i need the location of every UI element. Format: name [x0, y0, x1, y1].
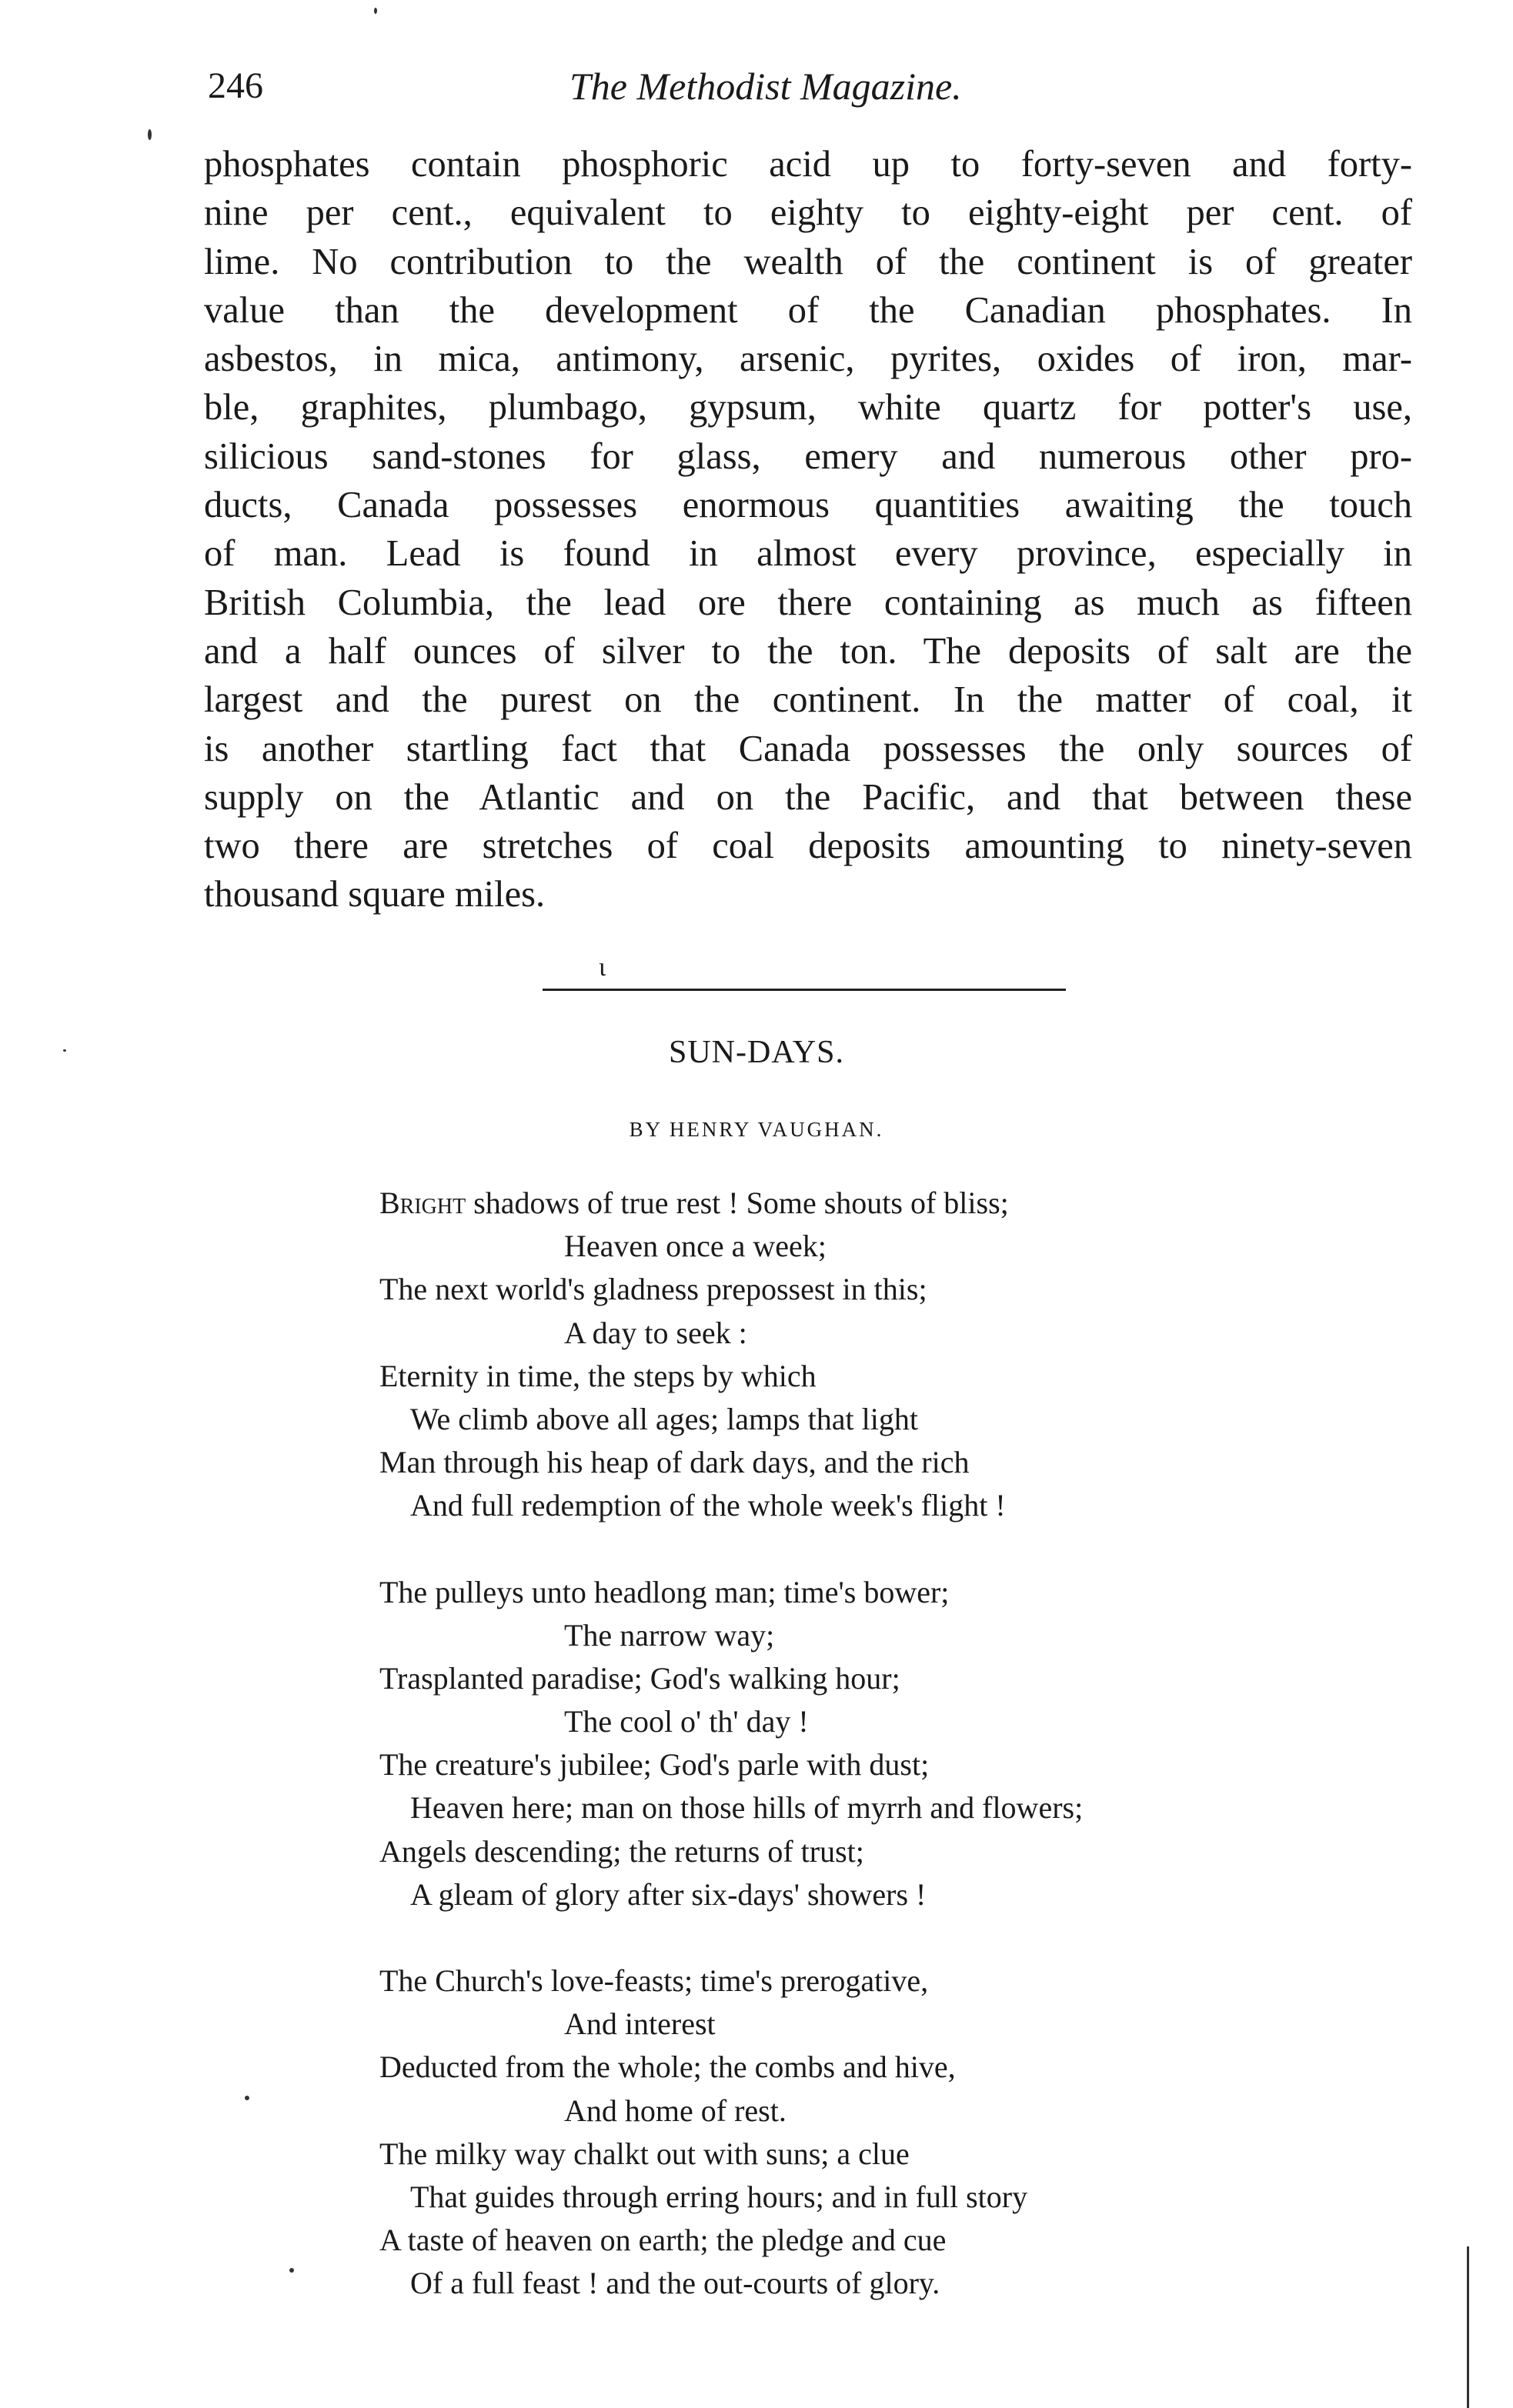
verse-text: shadows of true rest ! Some shouts of bliss; [466, 1186, 1009, 1220]
prose-line: nine per cent., equivalent to eighty to eighty-eight per cent. of [204, 192, 1412, 234]
verse-line: And interest [564, 2006, 716, 2042]
print-speck [63, 1049, 66, 1052]
verse-line: Heaven here; man on those hills of myrrh and flowers; [410, 1790, 1084, 1826]
verse-line: Heaven once a week; [564, 1229, 827, 1264]
verse-line: Eternity in time, the steps by which [379, 1358, 817, 1393]
journal-title: The Methodist Magazine. [569, 65, 962, 108]
prose-line: of man. Lead is found in almost every province, especially in [204, 533, 1412, 575]
stanza-3 [379, 1959, 1403, 2306]
separator-mark: ɩ [599, 953, 606, 982]
poem-byline: BY HENRY VAUGHAN. [629, 1118, 884, 1141]
prose-line: value than the development of the Canadian phosphates. In [204, 289, 1412, 331]
prose-line: British Columbia, the lead ore there containing as much as fifteen [204, 582, 1412, 623]
running-head [208, 63, 1416, 109]
print-speck [245, 2096, 249, 2100]
prose-line: silicious sand-stones for glass, emery and numerous other pro- [204, 435, 1412, 477]
prose-line: supply on the Atlantic and on the Pacific, and that between these [204, 776, 1412, 818]
verse-line: We climb above all ages; lamps that light [410, 1401, 918, 1436]
verse-line: A taste of heaven on earth; the pledge and cue [379, 2223, 947, 2258]
print-speck [289, 2268, 294, 2273]
stanza-2 [379, 1571, 1403, 1917]
prose-line: thousand square miles. [204, 874, 546, 916]
prose-line: ducts, Canada possesses enormous quantities awaiting the touch [204, 485, 1412, 526]
prose-line: ble, graphites, plumbago, gypsum, white quartz for potter's use, [204, 387, 1412, 429]
drop-word: Bright [379, 1186, 466, 1220]
prose-line: two there are stretches of coal deposits amounting to ninety-seven [204, 825, 1412, 867]
section-divider [543, 989, 1066, 991]
verse-line: The next world's gladness prepossest in this; [379, 1272, 927, 1307]
verse-line: The cool o' th' day ! [564, 1704, 809, 1739]
verse-line: The narrow way; [564, 1617, 775, 1653]
verse-line: A day to seek : [564, 1315, 747, 1350]
verse-line: A gleam of glory after six-days' showers ! [410, 1876, 927, 1912]
verse-line: That guides through erring hours; and in full story [410, 2179, 1028, 2214]
verse-line: And full redemption of the whole week's flight ! [410, 1488, 1006, 1523]
prose-line: asbestos, in mica, antimony, arsenic, pyrites, oxides of iron, mar- [204, 339, 1412, 380]
verse-line: Deducted from the whole; the combs and hive, [379, 2049, 956, 2085]
prose-line: largest and the purest on the continent. In the matter of coal, it [204, 679, 1412, 721]
prose-paragraph [204, 140, 1412, 919]
prose-line: phosphates contain phosphoric acid up to forty-seven and forty- [204, 144, 1412, 185]
verse-line [379, 1182, 1403, 1225]
verse-line: The pulleys unto headlong man; time's bower; [379, 1574, 950, 1609]
verse-line: The Church's love-feasts; time's prerogative, [379, 1963, 929, 1998]
verse-line: The creature's jubilee; God's parle with dust; [379, 1747, 930, 1783]
verse-line: Of a full feast ! and the out-courts of glory. [410, 2266, 940, 2301]
stanza-1 [379, 1182, 1403, 1528]
prose-line: and a half ounces of silver to the ton. The deposits of salt are the [204, 630, 1412, 672]
verse-line: Man through his heap of dark days, and the rich [379, 1445, 970, 1480]
page-number: 246 [208, 65, 263, 106]
verse-line: And home of rest. [564, 2093, 787, 2128]
poem-title: SUN-DAYS. [668, 1035, 844, 1070]
prose-line: is another startling fact that Canada possesses the only sources of [204, 728, 1412, 769]
print-speck [148, 129, 152, 140]
verse-line: Angels descending; the returns of trust; [379, 1833, 864, 1869]
verse-line: Trasplanted paradise; God's walking hour; [379, 1660, 900, 1696]
print-speck [374, 8, 377, 14]
poem-body [379, 1182, 1403, 2349]
prose-line: lime. No contribution to the wealth of the continent is of greater [204, 241, 1412, 282]
page-edge-mark [1467, 2246, 1469, 2408]
verse-line: The milky way chalkt out with suns; a clue [379, 2136, 910, 2171]
